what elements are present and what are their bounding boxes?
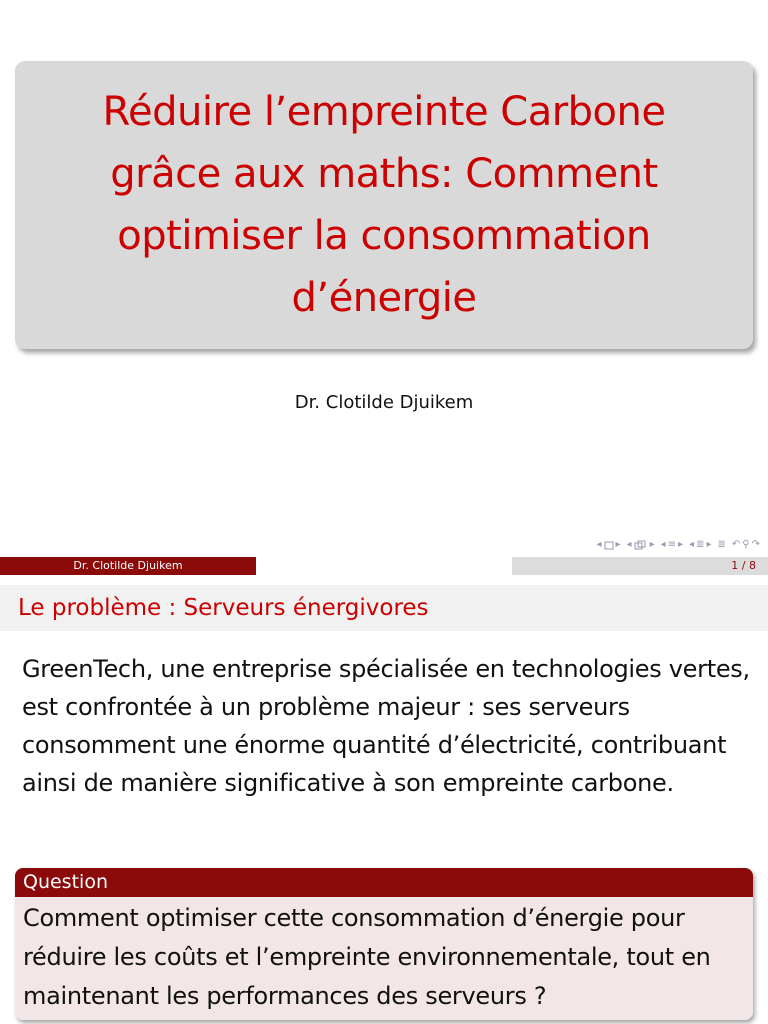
arrow-right-icon[interactable]: ▸ (615, 539, 621, 550)
arrow-left-icon[interactable]: ◂ (596, 539, 602, 550)
navigation-symbols (596, 538, 760, 552)
section-icon[interactable]: ≣ (696, 539, 705, 550)
arrow-right-icon[interactable]: ▸ (649, 539, 655, 550)
question-block (15, 868, 753, 1020)
frame-title: Le problème : Serveurs énergivores (18, 595, 429, 621)
arrow-left-icon[interactable]: ◂ (626, 539, 632, 550)
nav-slide-group[interactable] (596, 540, 620, 550)
toc-icon[interactable]: ≣ (717, 539, 726, 550)
question-block-title: Question (15, 868, 753, 897)
nav-search-group[interactable] (732, 540, 760, 550)
frame-icon[interactable] (634, 540, 648, 550)
author-name: Dr. Clotilde Djuikem (294, 392, 474, 413)
subsection-icon[interactable]: ≡ (667, 539, 677, 550)
arrow-left-icon[interactable]: ◂ (660, 539, 666, 550)
forward-icon[interactable]: ↷ (751, 539, 760, 550)
arrow-left-icon[interactable]: ◂ (689, 539, 695, 550)
title-box (15, 61, 753, 349)
problem-paragraph: GreenTech, une entreprise spécialisée en technologies vertes, est confrontée à un problème majeur : ses serveurs consomment une énorme quantité d’électricité, contribuant ainsi de manière significative à son empreinte carbone. (22, 655, 750, 797)
slide-icon[interactable] (604, 541, 614, 550)
arrow-right-icon[interactable]: ▸ (678, 539, 684, 550)
arrow-right-icon[interactable]: ▸ (706, 539, 712, 550)
footline-middle (256, 557, 512, 575)
nav-subsection-group[interactable] (661, 540, 683, 550)
nav-section-group[interactable] (689, 540, 711, 550)
search-icon[interactable]: ⚲ (742, 539, 750, 550)
footline-author: Dr. Clotilde Djuikem (0, 557, 256, 575)
back-icon[interactable]: ↶ (731, 539, 741, 550)
frame-title-bar (0, 585, 768, 631)
footline (0, 557, 768, 575)
nav-frame-group[interactable] (627, 540, 655, 550)
footline-page-number: 1 / 8 (512, 557, 768, 575)
question-block-body: Comment optimiser cette consommation d’énergie pour réduire les coûts et l’empreinte environnementale, tout en maintenant les performances des serveurs ? (23, 904, 711, 1010)
presentation-title: Réduire l’empreinte Carbone grâce aux maths: Comment optimiser la consommation d’énergie (102, 89, 666, 321)
